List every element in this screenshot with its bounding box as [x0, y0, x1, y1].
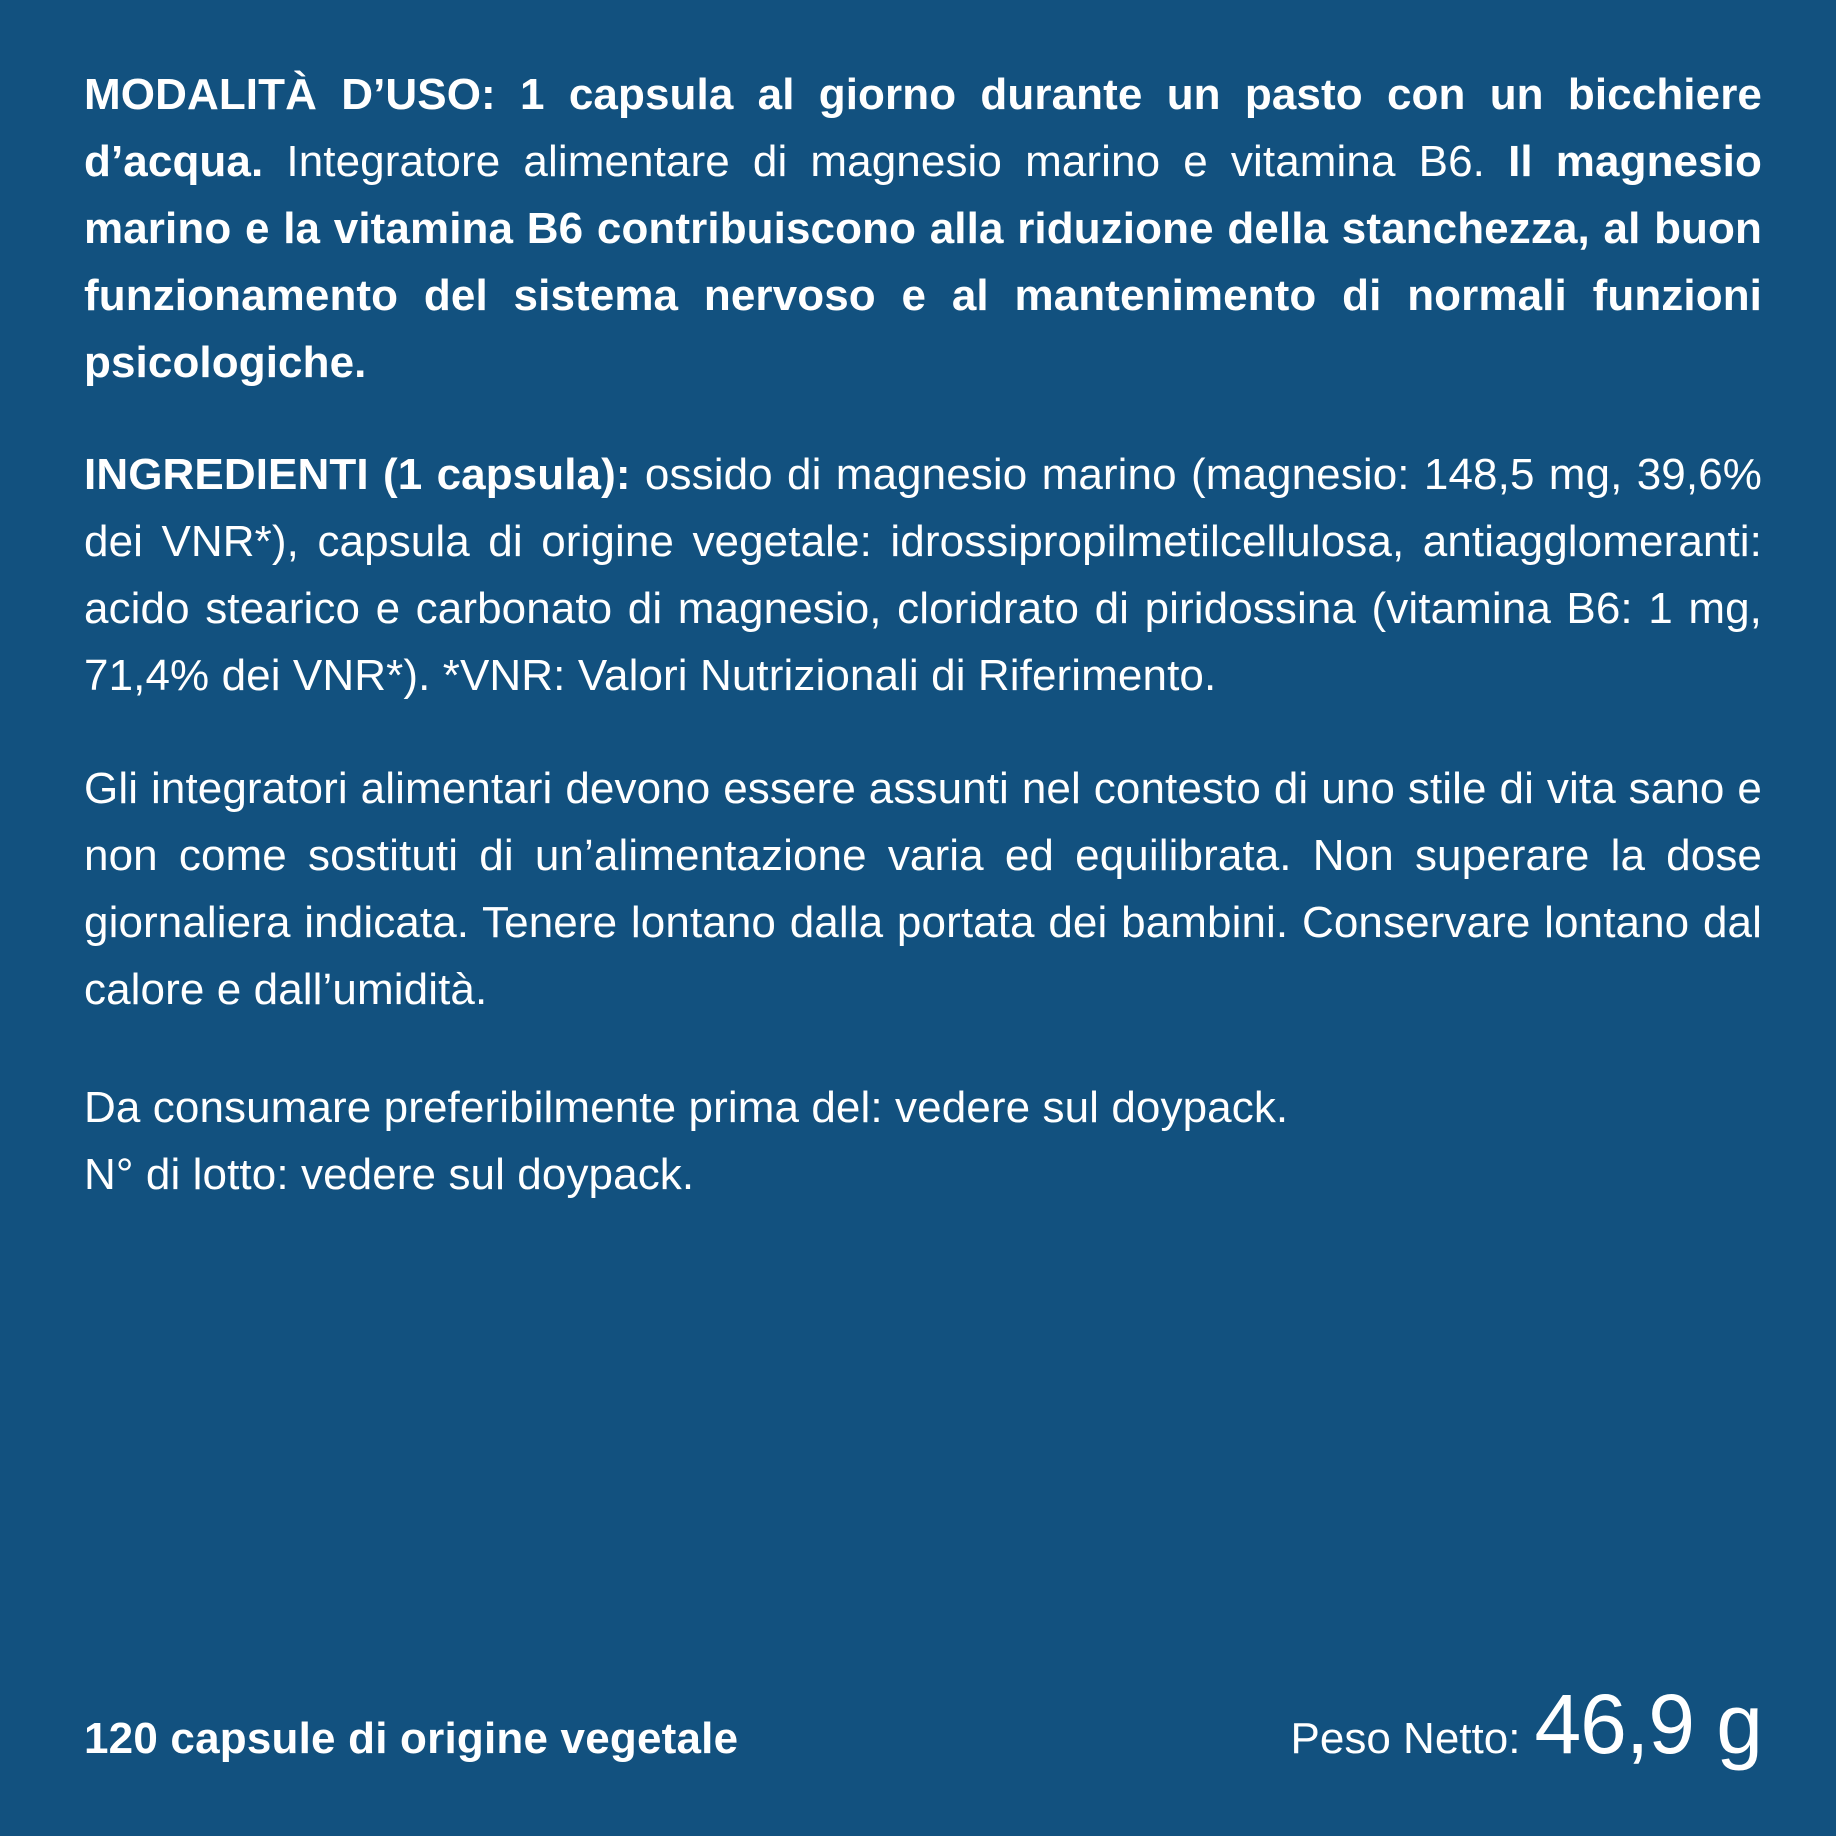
- footer: [84, 1677, 1762, 1771]
- usage-heading: MODALITÀ D’USO: 1 capsula al giorno durante un pasto con un bicchiere d’acqua.: [84, 70, 1762, 186]
- capsule-count: 120 capsule di origine vegetale: [84, 1714, 739, 1763]
- ingredients-body: ossido di magnesio marino (magnesio: 148,5 mg, 39,6% dei VNR*), capsula di origine vegetale: idrossipropilmetilcellulosa, antiagglomeranti: acido stearico e carbonato di magnesio, cloridrato di piridossina (vitamina B6: 1 mg, 71,4% dei VNR*). *VNR: Valori Nutrizionali di Riferimento.: [84, 450, 1762, 700]
- net-weight-value: 46,9 g: [1534, 1677, 1762, 1771]
- usage-claims-text: Il magnesio marino e la vitamina B6 contribuiscono alla riduzione della stanchezza, al buon funzionamento del sistema nervoso e al mantenimento di normali funzioni psicologiche.: [84, 136, 1762, 387]
- ingredients-heading: INGREDIENTI (1 capsula):: [84, 450, 631, 500]
- warnings-paragraph: Gli integratori alimentari devono essere assunti nel contesto di uno stile di vita sano e non come sostituti di un’alimentazione varia ed equilibrata. Non superare la dose giornaliera indicata. Tenere lontano dalla portata dei bambini. Conservare lontano dal calore e dall’umidità.: [84, 763, 1762, 1014]
- lot-number-line: N° di lotto: vedere sul doypack.: [84, 1150, 695, 1200]
- net-weight-label: Peso Netto:: [1290, 1714, 1521, 1763]
- dates-paragraph: [84, 1075, 1762, 1209]
- ingredients-paragraph: [84, 442, 1762, 710]
- best-before-line: Da consumare preferibilmente prima del: vedere sul doypack.: [84, 1083, 1289, 1133]
- net-weight-group: [1290, 1677, 1762, 1771]
- usage-middle-text: Integratore alimentare di magnesio marino e vitamina B6.: [263, 136, 1509, 186]
- usage-paragraph: [84, 62, 1762, 396]
